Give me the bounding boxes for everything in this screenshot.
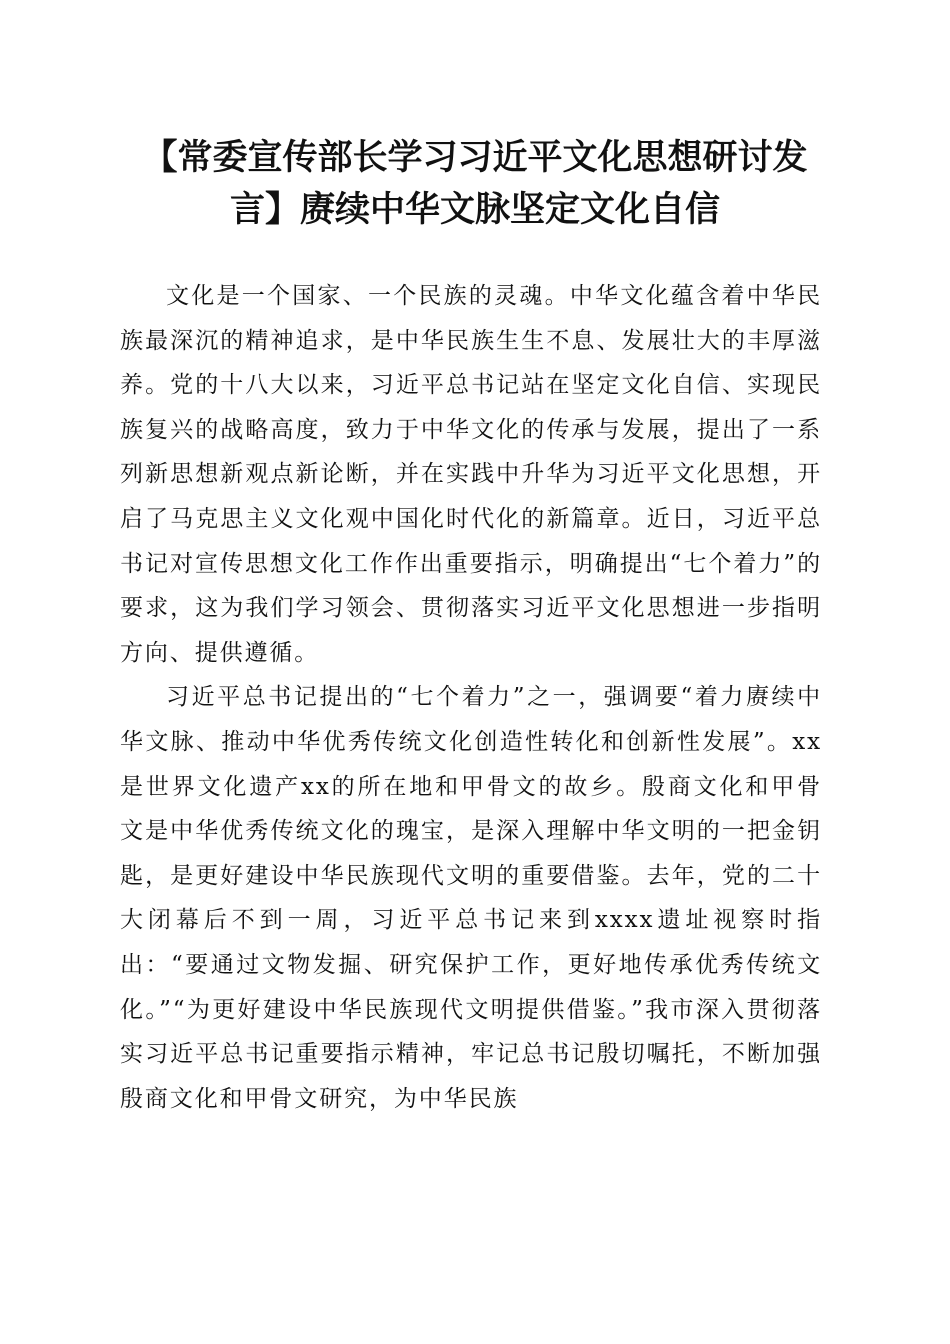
document-title: 【常委宣传部长学习习近平文化思想研讨发言】赓续中华文脉坚定文化自信: [142, 137, 808, 230]
paragraph-2: 习近平总书记提出的“七个着力”之一，强调要“着力赓续中华文脉、推动中华优秀传统文化创造性转化和创新性发展”。xx是世界文化遗产xx的所在地和甲骨文的故乡。殷商文化和甲骨文是中华优秀传统文化的瑰宝，是深入理解中华文明的一把金钥匙，是更好建设中华民族现代文明的重要借鉴。去年，党的二十大闭幕后不到一周，习近平总书记来到xxxx遗址视察时指出：“要通过文物发掘、研究保护工作，更好地传承优秀传统文化。”“为更好建设中华民族现代文明提供借鉴。”我市深入贯彻落实习近平总书记重要指示精神，牢记总书记殷切嘱托，不断加强殷商文化和甲骨文研究，为中华民族: [120, 684, 822, 1112]
paragraph-1: 文化是一个国家、一个民族的灵魂。中华文化蕴含着中华民族最深沉的精神追求，是中华民族生生不息、发展壮大的丰厚滋养。党的十八大以来，习近平总书记站在坚定文化自信、实现民族复兴的战略高度，致力于中华文化的传承与发展，提出了一系列新思想新观点新论断，并在实践中升华为习近平文化思想，开启了马克思主义文化观中国化时代化的新篇章。近日，习近平总书记对宣传思想文化工作作出重要指示，明确提出“七个着力”的要求，这为我们学习领会、贯彻落实习近平文化思想进一步指明方向、提供遵循。: [120, 283, 822, 666]
document-body: [120, 274, 822, 1121]
